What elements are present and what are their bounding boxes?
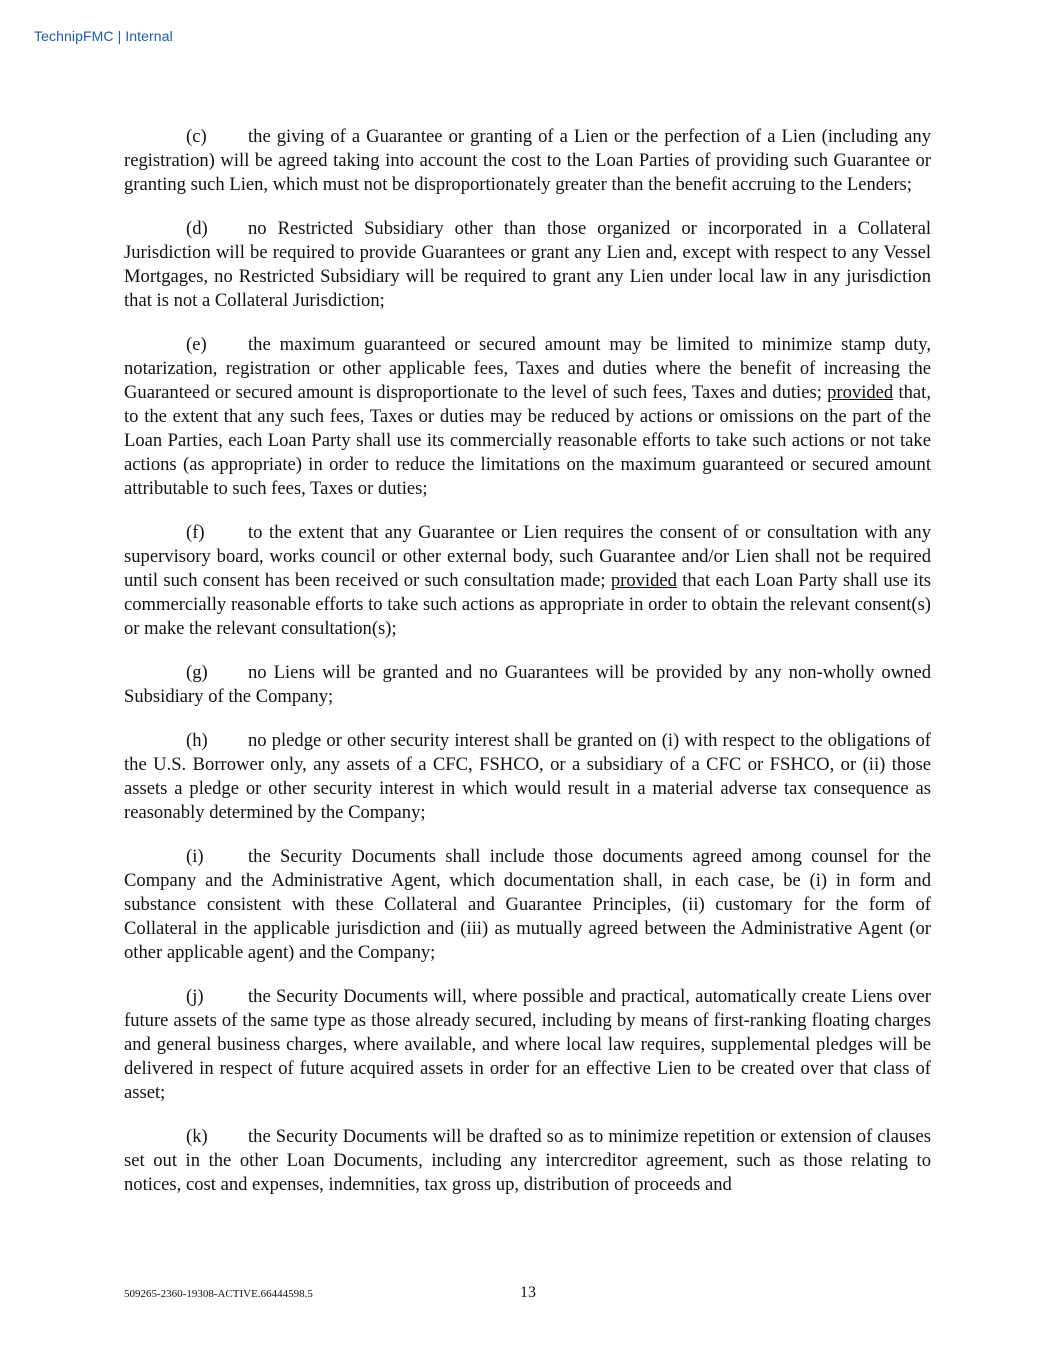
- clause-text-before: the maximum guaranteed or secured amount may be limited to minimize stamp duty, notarization, registration or other applicable fees, Taxes and duties where the benefit of increasing the Guaranteed or secured amount is disproportionate to the level of such fees, Taxes and duties;: [124, 334, 931, 403]
- clause-label: (c): [186, 126, 207, 147]
- clause-label: (e): [186, 334, 207, 355]
- clause-text-after: that, to the extent that any such fees, Taxes or duties may be reduced by actions or omissions on the part of the Loan Parties, each Loan Party shall use its commercially reasonable efforts to take such actions or not take actions (as appropriate) in order to reduce the limitations on the maximum guaranteed or secured amount attributable to such fees, Taxes or duties;: [124, 382, 931, 499]
- clause-text: the Security Documents will be drafted so as to minimize repetition or extension of clauses set out in the other Loan Documents, including any intercreditor agreement, such as those relating to notices, cost and expenses, indemnities, tax gross up, distribution of proceeds and: [124, 1126, 931, 1195]
- clause-text: the Security Documents shall include those documents agreed among counsel for the Company and the Administrative Agent, which documentation shall, in each case, be (i) in form and substance consistent with these Collateral and Guarantee Principles, (ii) customary for the form of Collateral in the applicable jurisdiction and (iii) as mutually agreed between the Administrative Agent (or other applicable agent) and the Company;: [124, 846, 931, 963]
- provided-term: provided: [827, 382, 894, 403]
- clause-i: [124, 845, 931, 965]
- clause-label: (h): [186, 730, 208, 751]
- clause-text-after: that each Loan Party shall use its commercially reasonable efforts to take such actions as appropriate in order to obtain the relevant consent(s) or make the relevant consultation(s);: [124, 570, 931, 639]
- clause-e: [124, 333, 931, 501]
- clause-g: [124, 661, 931, 709]
- clause-label: (g): [186, 662, 208, 683]
- clause-text: no pledge or other security interest shall be granted on (i) with respect to the obligations of the U.S. Borrower only, any assets of a CFC, FSHCO, or a subsidiary of a CFC or FSHCO, or (ii) those assets a pledge or other security interest in which would result in a material adverse tax consequence as reasonably determined by the Company;: [124, 730, 931, 823]
- clause-label: (f): [186, 522, 205, 543]
- clause-label: (d): [186, 218, 208, 239]
- clause-h: [124, 729, 931, 825]
- clause-c: [124, 125, 931, 197]
- clause-d: [124, 217, 931, 313]
- clause-f: [124, 521, 931, 641]
- clause-k: [124, 1125, 931, 1197]
- provided-term: provided: [610, 570, 677, 591]
- classification-label: TechnipFMC | Internal: [34, 28, 173, 44]
- clause-j: [124, 985, 931, 1105]
- document-id: 509265-2360-19308-ACTIVE.66444598.5: [124, 1288, 313, 1300]
- clause-label: (k): [186, 1126, 208, 1147]
- document-body: [124, 125, 931, 1217]
- clause-text: no Liens will be granted and no Guarantees will be provided by any non-wholly owned Subsidiary of the Company;: [124, 662, 931, 707]
- clause-text: no Restricted Subsidiary other than those organized or incorporated in a Collateral Jurisdiction will be required to provide Guarantees or grant any Lien and, except with respect to any Vessel Mortgages, no Restricted Subsidiary will be required to grant any Lien under local law in any jurisdiction that is not a Collateral Jurisdiction;: [124, 218, 931, 311]
- clause-text: the Security Documents will, where possible and practical, automatically create Liens over future assets of the same type as those already secured, including by means of first-ranking floating charges and general business charges, where available, and where local law requires, supplemental pledges will be delivered in respect of future acquired assets in order for an effective Lien to be created over that class of asset;: [124, 986, 931, 1103]
- clause-label: (j): [186, 986, 204, 1007]
- clause-text-before: to the extent that any Guarantee or Lien requires the consent of or consultation with any supervisory board, works council or other external body, such Guarantee and/or Lien shall not be required until such consent has been received or such consultation made;: [124, 522, 931, 591]
- clause-text: the giving of a Guarantee or granting of a Lien or the perfection of a Lien (including any registration) will be agreed taking into account the cost to the Loan Parties of providing such Guarantee or granting such Lien, which must not be disproportionately greater than the benefit accruing to the Lenders;: [124, 126, 931, 195]
- page-number: 13: [520, 1284, 536, 1301]
- clause-label: (i): [186, 846, 204, 867]
